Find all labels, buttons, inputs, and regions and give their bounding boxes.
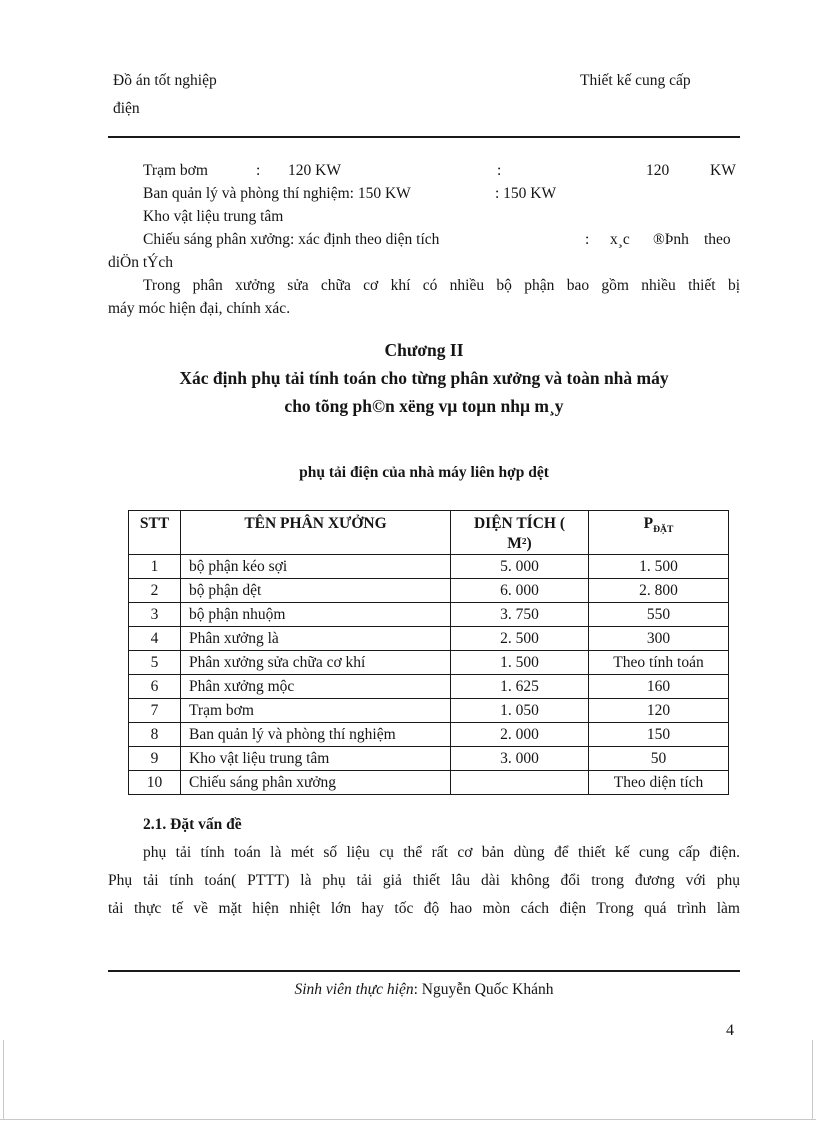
intro-para2-line1: Trong phân xưởng sửa chữa cơ khí có nhiều bộ phận bao gồm nhiều thiết bị <box>143 277 740 294</box>
cell-p: Theo diện tích <box>589 771 729 795</box>
scan-edge-bottom <box>0 1119 816 1120</box>
cell-p: 2. 800 <box>589 579 729 603</box>
cell-stt: 1 <box>129 555 181 579</box>
cell-name: Phân xưởng mộc <box>181 675 451 699</box>
section-line3: tải thực tế về mặt hiện nhiệt lớn hay tốc độ hao mòn cách điện Trong quá trình làm <box>108 900 740 917</box>
load-table <box>128 510 729 795</box>
cell-stt: 4 <box>129 627 181 651</box>
cell-name: Ban quản lý và phòng thí nghiệm <box>181 723 451 747</box>
cell-name: Phân xưởng là <box>181 627 451 651</box>
intro-line-carryover: diÖn tÝch <box>108 254 174 271</box>
table-row <box>129 579 729 603</box>
cell-stt: 8 <box>129 723 181 747</box>
cell-area: 2. 000 <box>451 723 589 747</box>
section-heading: 2.1. Đặt vấn đề <box>143 816 242 833</box>
header-left-line2: điện <box>113 100 140 117</box>
pump-value1: 120 KW <box>288 162 341 179</box>
cell-p: 50 <box>589 747 729 771</box>
col-header-stt: STT <box>129 511 181 555</box>
load-table-body <box>129 555 729 795</box>
footer-credit-label: Sinh viên thực hiện <box>294 981 414 998</box>
header-left-line1: Đồ án tốt nghiệp <box>113 72 217 89</box>
table-row <box>129 627 729 651</box>
cell-p: 120 <box>589 699 729 723</box>
cell-name: bộ phận dệt <box>181 579 451 603</box>
cell-p: 1. 500 <box>589 555 729 579</box>
load-table-head <box>129 511 729 555</box>
cell-name: bộ phận nhuộm <box>181 603 451 627</box>
intro-line-warehouse: Kho vật liệu trung tâm <box>143 208 284 225</box>
lighting-colon: : <box>585 231 590 248</box>
cell-p: 550 <box>589 603 729 627</box>
cell-name: Phân xưởng sửa chữa cơ khí <box>181 651 451 675</box>
section-line2: Phụ tải tính toán( PTTT) là phụ tải giả thiết lâu dài không đổi trong đương với phụ <box>108 872 740 889</box>
lighting-word2: ®Þnh <box>653 231 689 248</box>
header-row <box>129 511 729 555</box>
cell-p: 150 <box>589 723 729 747</box>
cell-name: bộ phận kéo sợi <box>181 555 451 579</box>
chapter-title: Chương II <box>384 340 464 360</box>
admin-right: : 150 KW <box>495 185 557 202</box>
table-row <box>129 723 729 747</box>
cell-stt: 2 <box>129 579 181 603</box>
cell-p: 300 <box>589 627 729 651</box>
cell-area: 3. 750 <box>451 603 589 627</box>
cell-stt: 3 <box>129 603 181 627</box>
col-header-area-line2: M²) <box>507 535 532 552</box>
table-row <box>129 699 729 723</box>
cell-stt: 5 <box>129 651 181 675</box>
p-subscript: ĐẶT <box>653 524 674 536</box>
intro-line-lighting <box>0 229 816 250</box>
cell-area <box>451 771 589 795</box>
cell-area: 1. 050 <box>451 699 589 723</box>
pump-colon1: : <box>256 162 261 179</box>
table-row <box>129 651 729 675</box>
col-header-p <box>589 511 729 555</box>
cell-p: 160 <box>589 675 729 699</box>
table-title: phụ tải điện của nhà máy liên hợp dệt <box>299 464 549 481</box>
cell-area: 6. 000 <box>451 579 589 603</box>
cell-stt: 9 <box>129 747 181 771</box>
pump-colon2: : <box>497 162 502 179</box>
pump-value2-num: 120 <box>646 162 670 179</box>
page-number: 4 <box>726 1022 734 1039</box>
lighting-word3: theo <box>704 231 731 248</box>
header-right: Thiết kế cung cấp <box>580 72 691 89</box>
cell-stt: 10 <box>129 771 181 795</box>
lighting-word1: x¸c <box>610 231 630 248</box>
header-rule <box>108 136 740 138</box>
table-row <box>129 555 729 579</box>
cell-name: Trạm bơm <box>181 699 451 723</box>
cell-name: Chiếu sáng phân xưởng <box>181 771 451 795</box>
cell-area: 1. 500 <box>451 651 589 675</box>
table-row <box>129 603 729 627</box>
scan-edge-left <box>3 1040 4 1120</box>
pump-value2-unit: KW <box>710 162 736 179</box>
footer-credit-name: : Nguyễn Quốc Khánh <box>413 981 554 998</box>
cell-area: 5. 000 <box>451 555 589 579</box>
lighting-left: Chiếu sáng phân xưởng: xác định theo diện tích <box>143 231 440 248</box>
pump-label: Trạm bơm <box>143 162 208 179</box>
admin-left: Ban quản lý và phòng thí nghiệm: 150 KW <box>143 185 411 202</box>
cell-p: Theo tính toán <box>589 651 729 675</box>
chapter-subtitle1: Xác định phụ tải tính toán cho từng phân xưởng và toàn nhà máy <box>179 368 669 388</box>
col-header-area-line1: DIỆN TÍCH ( <box>473 515 565 532</box>
table-row <box>129 771 729 795</box>
scan-edge-right <box>812 1040 813 1120</box>
cell-area: 2. 500 <box>451 627 589 651</box>
intro-line-admin <box>0 183 816 204</box>
cell-area: 3. 000 <box>451 747 589 771</box>
intro-para2-line2: máy móc hiện đại, chính xác. <box>108 300 291 317</box>
footer-rule <box>108 970 740 972</box>
cell-name: Kho vật liệu trung tâm <box>181 747 451 771</box>
table-row <box>129 747 729 771</box>
col-header-area <box>451 511 589 555</box>
cell-stt: 6 <box>129 675 181 699</box>
table-row <box>129 675 729 699</box>
cell-area: 1. 625 <box>451 675 589 699</box>
chapter-subtitle2: cho tõng ph©n xëng vµ toµn nhµ m¸y <box>284 396 564 416</box>
intro-line-pump <box>0 160 816 181</box>
section-line1: phụ tải tính toán là mét số liệu cụ thể rất cơ bản dùng để thiết kế cung cấp điện. <box>143 844 740 861</box>
footer-credit <box>108 979 740 1000</box>
cell-stt: 7 <box>129 699 181 723</box>
p-symbol: P <box>643 515 654 532</box>
col-header-name: TÊN PHÂN XƯỞNG <box>181 511 451 555</box>
